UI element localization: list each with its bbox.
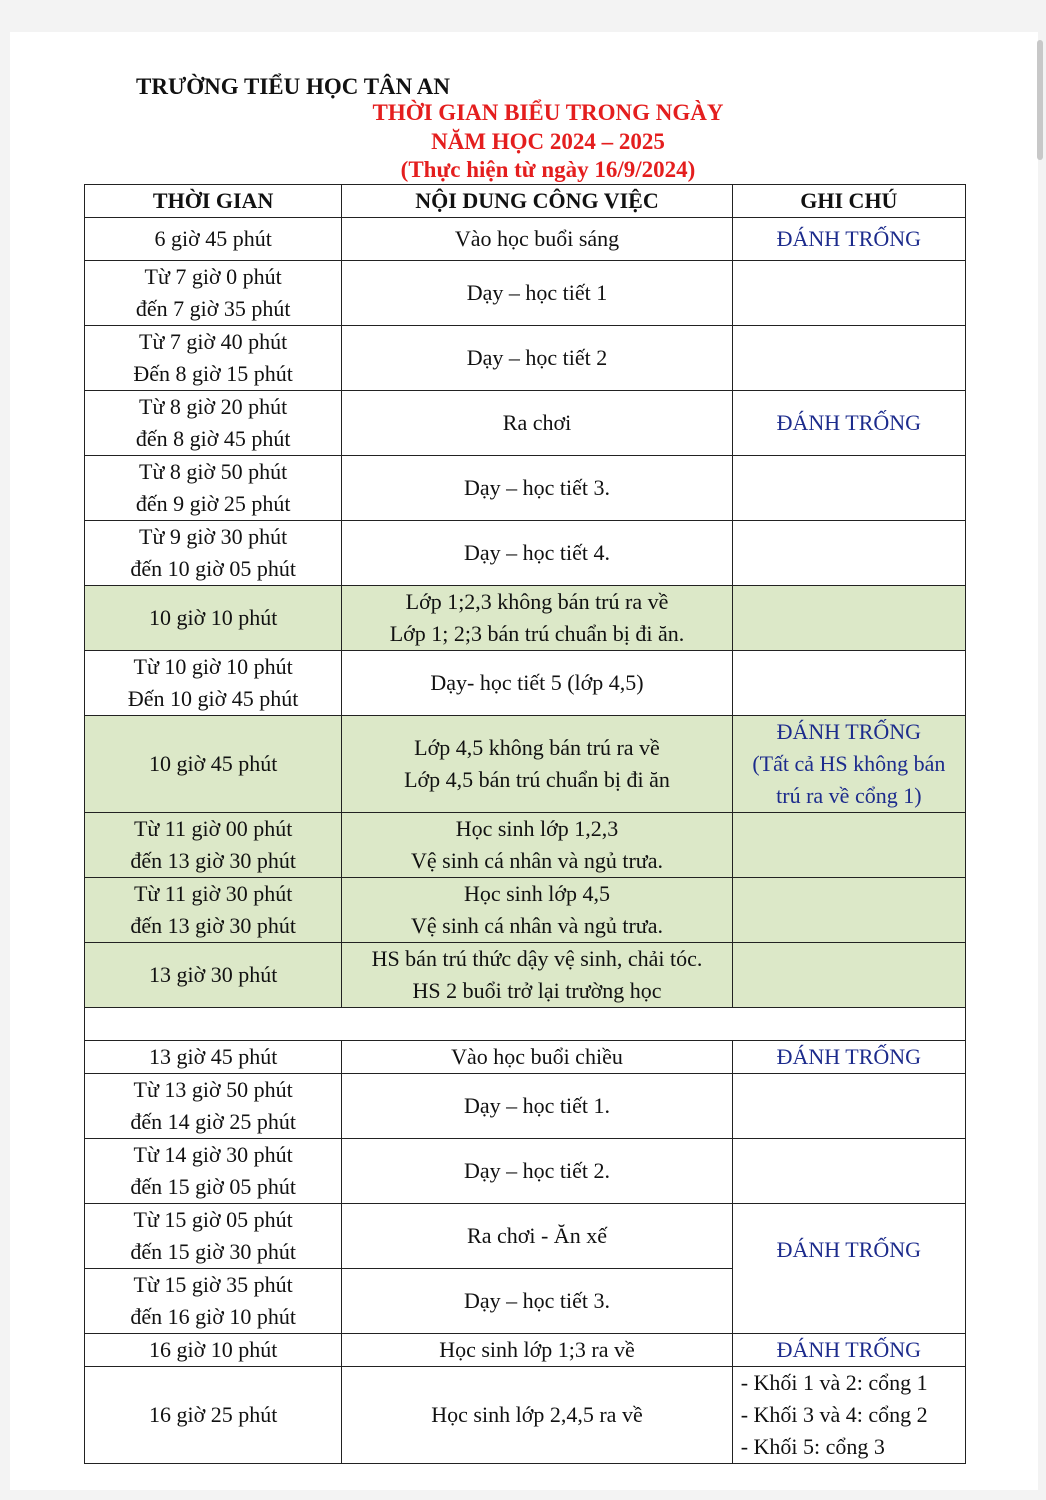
note-cell	[732, 521, 965, 586]
table-row	[85, 1334, 966, 1367]
table-row	[85, 943, 966, 1008]
table-row	[85, 326, 966, 391]
time-cell: Từ 13 giờ 50 phút đến 14 giờ 25 phút	[85, 1074, 342, 1139]
table-row	[85, 456, 966, 521]
content-cell: Dạy – học tiết 3.	[342, 456, 732, 521]
time-cell: Từ 7 giờ 0 phút đến 7 giờ 35 phút	[85, 261, 342, 326]
time-cell: 13 giờ 30 phút	[85, 943, 342, 1008]
content-cell: Học sinh lớp 1;3 ra về	[342, 1334, 732, 1367]
content-cell: Dạy – học tiết 2	[342, 326, 732, 391]
table-row	[85, 1204, 966, 1269]
note-cell: ĐÁNH TRỐNG	[732, 1334, 965, 1367]
time-cell: 16 giờ 25 phút	[85, 1367, 342, 1464]
col-header-note: GHI CHÚ	[732, 185, 965, 218]
time-cell: Từ 7 giờ 40 phút Đến 8 giờ 15 phút	[85, 326, 342, 391]
note-cell	[732, 456, 965, 521]
content-cell: Dạy – học tiết 1	[342, 261, 732, 326]
school-year: NĂM HỌC 2024 – 2025	[431, 129, 665, 154]
spacer-cell	[85, 1008, 966, 1041]
content-cell: Ra chơi	[342, 391, 732, 456]
time-cell: Từ 15 giờ 05 phút đến 15 giờ 30 phút	[85, 1204, 342, 1269]
school-name: TRƯỜNG TIỂU HỌC TÂN AN	[136, 74, 450, 99]
note-cell: ĐÁNH TRỐNG (Tất cả HS không bán trú ra về cổng 1)	[732, 716, 965, 813]
note-cell	[732, 878, 965, 943]
table-row	[85, 716, 966, 813]
note-cell	[732, 943, 965, 1008]
time-cell: 6 giờ 45 phút	[85, 218, 342, 261]
table-row	[85, 521, 966, 586]
content-cell: Học sinh lớp 1,2,3 Vệ sinh cá nhân và ngủ trưa.	[342, 813, 732, 878]
table-row	[85, 878, 966, 943]
time-cell: Từ 8 giờ 50 phút đến 9 giờ 25 phút	[85, 456, 342, 521]
gate-list-cell: - Khối 1 và 2: cổng 1 - Khối 3 và 4: cổng 2 - Khối 5: cổng 3	[732, 1367, 965, 1464]
time-cell: Từ 15 giờ 35 phút đến 16 giờ 10 phút	[85, 1269, 342, 1334]
note-cell	[732, 1074, 965, 1139]
time-cell: 13 giờ 45 phút	[85, 1041, 342, 1074]
note-cell	[732, 813, 965, 878]
note-cell-merged: ĐÁNH TRỐNG	[732, 1204, 965, 1334]
time-cell: Từ 11 giờ 30 phút đến 13 giờ 30 phút	[85, 878, 342, 943]
table-row	[85, 1074, 966, 1139]
content-cell: Ra chơi - Ăn xế	[342, 1204, 732, 1269]
effective-date: (Thực hiện từ ngày 16/9/2024)	[400, 157, 696, 182]
content-cell: Dạy – học tiết 2.	[342, 1139, 732, 1204]
time-cell: Từ 11 giờ 00 phút đến 13 giờ 30 phút	[85, 813, 342, 878]
schedule-table	[84, 184, 966, 1464]
table-row	[85, 391, 966, 456]
content-cell: Dạy – học tiết 3.	[342, 1269, 732, 1334]
content-cell: Vào học buổi sáng	[342, 218, 732, 261]
content-cell: Vào học buổi chiều	[342, 1041, 732, 1074]
time-cell: Từ 14 giờ 30 phút đến 15 giờ 05 phút	[85, 1139, 342, 1204]
content-cell: Học sinh lớp 4,5 Vệ sinh cá nhân và ngủ trưa.	[342, 878, 732, 943]
note-cell	[732, 651, 965, 716]
table-spacer-row	[85, 1008, 966, 1041]
schedule-title: THỜI GIAN BIỂU TRONG NGÀY	[372, 100, 724, 125]
col-header-time: THỜI GIAN	[85, 185, 342, 218]
time-cell: 16 giờ 10 phút	[85, 1334, 342, 1367]
note-cell	[732, 261, 965, 326]
table-row	[85, 218, 966, 261]
time-cell: 10 giờ 10 phút	[85, 586, 342, 651]
table-row	[85, 1041, 966, 1074]
table-row	[85, 813, 966, 878]
time-cell: Từ 8 giờ 20 phút đến 8 giờ 45 phút	[85, 391, 342, 456]
table-row	[85, 1139, 966, 1204]
content-cell: HS bán trú thức dậy vệ sinh, chải tóc. HS 2 buổi trở lại trường học	[342, 943, 732, 1008]
note-cell	[732, 1139, 965, 1204]
time-cell: Từ 9 giờ 30 phút đến 10 giờ 05 phút	[85, 521, 342, 586]
table-row	[85, 1367, 966, 1464]
time-cell: 10 giờ 45 phút	[85, 716, 342, 813]
content-cell: Dạy – học tiết 4.	[342, 521, 732, 586]
note-cell	[732, 326, 965, 391]
time-cell: Từ 10 giờ 10 phút Đến 10 giờ 45 phút	[85, 651, 342, 716]
note-cell	[732, 586, 965, 651]
col-header-content: NỘI DUNG CÔNG VIỆC	[342, 185, 732, 218]
table-row	[85, 651, 966, 716]
note-cell: ĐÁNH TRỐNG	[732, 391, 965, 456]
content-cell: Dạy- học tiết 5 (lớp 4,5)	[342, 651, 732, 716]
note-cell: ĐÁNH TRỐNG	[732, 1041, 965, 1074]
content-cell: Học sinh lớp 2,4,5 ra về	[342, 1367, 732, 1464]
content-cell: Lớp 1;2,3 không bán trú ra về Lớp 1; 2;3 bán trú chuẩn bị đi ăn.	[342, 586, 732, 651]
content-cell: Dạy – học tiết 1.	[342, 1074, 732, 1139]
content-cell: Lớp 4,5 không bán trú ra về Lớp 4,5 bán trú chuẩn bị đi ăn	[342, 716, 732, 813]
table-row	[85, 586, 966, 651]
table-row	[85, 261, 966, 326]
table-header-row	[85, 185, 966, 218]
note-cell: ĐÁNH TRỐNG	[732, 218, 965, 261]
